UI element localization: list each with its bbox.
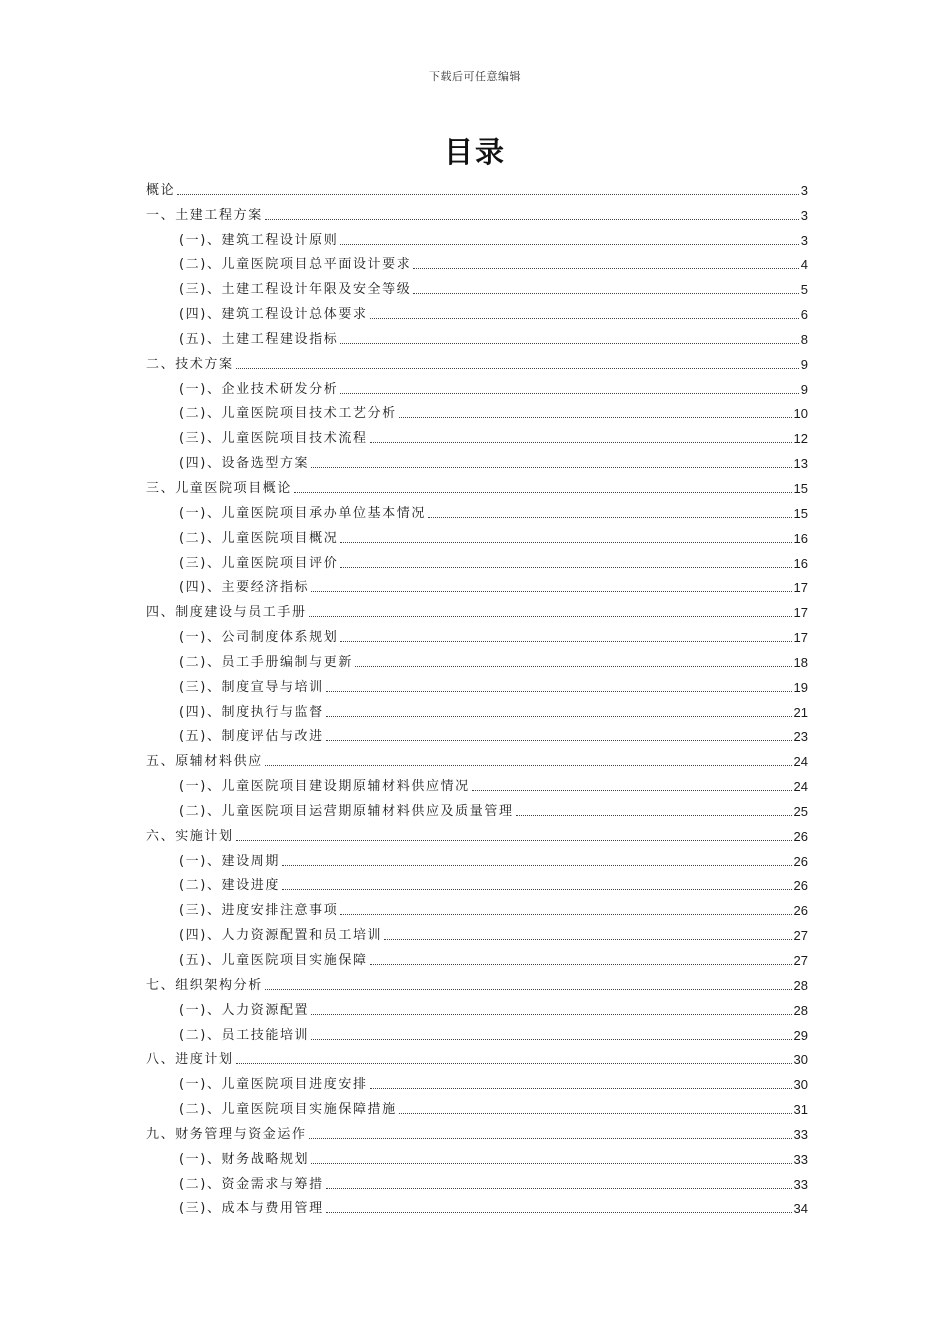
toc-entry-title: (一)、建设周期 xyxy=(179,853,280,869)
dot-leader xyxy=(309,616,792,617)
toc-section-entry[interactable] xyxy=(146,224,808,249)
toc-section-entry[interactable] xyxy=(146,1143,808,1168)
dot-leader xyxy=(311,1163,791,1164)
toc-entry-title: 九、财务管理与资金运作 xyxy=(146,1126,307,1142)
toc-page-number: 17 xyxy=(793,580,808,596)
toc-entry-title: (一)、企业技术研发分析 xyxy=(179,381,339,397)
toc-entry-title: (三)、儿童医院项目技术流程 xyxy=(179,431,368,447)
toc-entry-title: 二、技术方案 xyxy=(146,356,234,372)
dot-leader xyxy=(340,244,798,245)
toc-page-number: 28 xyxy=(793,977,808,993)
toc-page-number: 15 xyxy=(793,505,808,521)
toc-page-number: 33 xyxy=(793,1151,808,1167)
toc-section-entry[interactable] xyxy=(146,770,808,795)
toc-section-entry[interactable] xyxy=(146,398,808,423)
toc-chapter-entry[interactable] xyxy=(146,348,808,373)
toc-entry-title: (二)、儿童医院项目概况 xyxy=(179,530,339,546)
toc-chapter-entry[interactable] xyxy=(146,174,808,199)
toc-section-entry[interactable] xyxy=(146,870,808,895)
toc-page-number: 18 xyxy=(793,654,808,670)
toc-page-number: 9 xyxy=(800,356,808,372)
toc-entry-title: (四)、人力资源配置和员工培训 xyxy=(179,928,383,944)
dot-leader xyxy=(326,740,792,741)
toc-entry-title: 六、实施计划 xyxy=(146,828,234,844)
dot-leader xyxy=(340,914,791,915)
toc-page-number: 17 xyxy=(793,605,808,621)
toc-entry-title: (二)、儿童医院项目技术工艺分析 xyxy=(179,406,397,422)
toc-section-entry[interactable] xyxy=(146,994,808,1019)
dot-leader xyxy=(311,467,791,468)
toc-entry-title: (三)、制度宣导与培训 xyxy=(179,679,324,695)
dot-leader xyxy=(294,492,792,493)
toc-section-entry[interactable] xyxy=(146,572,808,597)
toc-page-number: 17 xyxy=(793,630,808,646)
dot-leader xyxy=(413,293,798,294)
dot-leader xyxy=(326,1188,792,1189)
toc-entry-title: (一)、儿童医院项目进度安排 xyxy=(179,1077,368,1093)
dot-leader xyxy=(265,989,792,990)
toc-entry-title: 五、原辅材料供应 xyxy=(146,754,263,770)
dot-leader xyxy=(399,417,792,418)
dot-leader xyxy=(428,517,792,518)
dot-leader xyxy=(340,542,791,543)
toc-entry-title: (一)、儿童医院项目承办单位基本情况 xyxy=(179,505,426,521)
dot-leader xyxy=(326,1212,792,1213)
toc-page-number: 8 xyxy=(800,331,808,347)
dot-leader xyxy=(340,567,791,568)
toc-section-entry[interactable] xyxy=(146,298,808,323)
dot-leader xyxy=(370,318,799,319)
dot-leader xyxy=(282,865,792,866)
toc-section-entry[interactable] xyxy=(146,795,808,820)
toc-page-number: 3 xyxy=(800,207,808,223)
dot-leader xyxy=(236,1063,792,1064)
toc-entry-title: 四、制度建设与员工手册 xyxy=(146,605,307,621)
toc-entry-title: (一)、公司制度体系规划 xyxy=(179,630,339,646)
toc-entry-title: (一)、人力资源配置 xyxy=(179,1002,310,1018)
toc-section-entry[interactable] xyxy=(146,646,808,671)
toc-entry-title: (二)、员工手册编制与更新 xyxy=(179,654,353,670)
toc-page-number: 16 xyxy=(793,530,808,546)
toc-page-number: 15 xyxy=(793,480,808,496)
dot-leader xyxy=(370,964,792,965)
toc-entry-title: (二)、建设进度 xyxy=(179,878,280,894)
dot-leader xyxy=(399,1113,792,1114)
toc-page-number: 27 xyxy=(793,928,808,944)
toc-section-entry[interactable] xyxy=(146,447,808,472)
toc-entry-title: (二)、资金需求与筹措 xyxy=(179,1176,324,1192)
toc-entry-title: (二)、员工技能培训 xyxy=(179,1027,310,1043)
dot-leader xyxy=(370,1088,792,1089)
toc-page-number: 13 xyxy=(793,456,808,472)
dot-leader xyxy=(311,1039,791,1040)
toc-page-number: 33 xyxy=(793,1126,808,1142)
toc-entry-title: 一、土建工程方案 xyxy=(146,207,263,223)
toc-chapter-entry[interactable] xyxy=(146,745,808,770)
toc-entry-title: (四)、建筑工程设计总体要求 xyxy=(179,307,368,323)
toc-page-number: 4 xyxy=(800,257,808,273)
toc-entry-title: (三)、儿童医院项目评价 xyxy=(179,555,339,571)
toc-entry-title: (一)、儿童医院项目建设期原辅材料供应情况 xyxy=(179,779,470,795)
table-of-contents xyxy=(146,174,808,1217)
toc-section-entry[interactable] xyxy=(146,522,808,547)
toc-entry-title: (四)、主要经济指标 xyxy=(179,580,310,596)
toc-entry-title: (二)、儿童医院项目总平面设计要求 xyxy=(179,257,412,273)
toc-section-entry[interactable] xyxy=(146,1019,808,1044)
dot-leader xyxy=(355,666,792,667)
toc-entry-title: (三)、成本与费用管理 xyxy=(179,1201,324,1217)
toc-page-number: 12 xyxy=(793,431,808,447)
page-title: 目录 xyxy=(443,135,506,169)
toc-entry-title: (二)、儿童医院项目运营期原辅材料供应及质量管理 xyxy=(179,803,514,819)
dot-leader xyxy=(326,691,792,692)
toc-page-number: 26 xyxy=(793,828,808,844)
toc-page-number: 16 xyxy=(793,555,808,571)
toc-page-number: 26 xyxy=(793,903,808,919)
toc-page-number: 29 xyxy=(793,1027,808,1043)
toc-page-number: 19 xyxy=(793,679,808,695)
toc-entry-title: (一)、建筑工程设计原则 xyxy=(179,232,339,248)
toc-page-number: 5 xyxy=(800,282,808,298)
dot-leader xyxy=(340,343,798,344)
toc-section-entry[interactable] xyxy=(146,1068,808,1093)
toc-section-entry[interactable] xyxy=(146,894,808,919)
dot-leader xyxy=(236,840,792,841)
toc-section-entry[interactable] xyxy=(146,621,808,646)
toc-chapter-entry[interactable] xyxy=(146,820,808,845)
toc-chapter-entry[interactable] xyxy=(146,596,808,621)
toc-section-entry[interactable] xyxy=(146,1193,808,1218)
dot-leader xyxy=(413,268,798,269)
dot-leader xyxy=(282,889,792,890)
toc-section-entry[interactable] xyxy=(146,273,808,298)
toc-section-entry[interactable] xyxy=(146,721,808,746)
toc-entry-title: (一)、财务战略规划 xyxy=(179,1151,310,1167)
dot-leader xyxy=(326,716,792,717)
toc-section-entry[interactable] xyxy=(146,1093,808,1118)
toc-section-entry[interactable] xyxy=(146,249,808,274)
toc-chapter-entry[interactable] xyxy=(146,1044,808,1069)
dot-leader xyxy=(516,815,792,816)
dot-leader xyxy=(340,393,798,394)
toc-entry-title: 概论 xyxy=(146,182,176,198)
toc-section-entry[interactable] xyxy=(146,696,808,721)
dot-leader xyxy=(311,1014,791,1015)
dot-leader xyxy=(265,219,799,220)
toc-entry-title: 三、儿童医院项目概论 xyxy=(146,480,293,496)
toc-page-number: 3 xyxy=(800,182,808,198)
toc-page-number: 9 xyxy=(800,381,808,397)
toc-page-number: 24 xyxy=(793,754,808,770)
toc-entry-title: (三)、进度安排注意事项 xyxy=(179,903,339,919)
toc-page-number: 27 xyxy=(793,953,808,968)
toc-entry-title: 八、进度计划 xyxy=(146,1052,234,1068)
toc-entry-title: (二)、儿童医院项目实施保障措施 xyxy=(179,1102,397,1118)
dot-leader xyxy=(384,939,791,940)
toc-page-number: 30 xyxy=(793,1077,808,1093)
toc-page-number: 10 xyxy=(793,406,808,422)
toc-section-entry[interactable] xyxy=(146,373,808,398)
toc-section-entry[interactable] xyxy=(146,323,808,348)
toc-section-entry[interactable] xyxy=(146,919,808,944)
toc-page-number: 31 xyxy=(793,1102,808,1118)
dot-leader xyxy=(311,591,791,592)
dot-leader xyxy=(370,442,792,443)
toc-page-number: 33 xyxy=(793,1176,808,1192)
toc-chapter-entry[interactable] xyxy=(146,969,808,994)
toc-page-number: 34 xyxy=(793,1201,808,1217)
toc-entry-title: (四)、制度执行与监督 xyxy=(179,704,324,720)
toc-section-entry[interactable] xyxy=(146,671,808,696)
header-note: 下载后可任意编辑 xyxy=(429,70,521,83)
dot-leader xyxy=(265,765,792,766)
toc-section-entry[interactable] xyxy=(146,497,808,522)
toc-page-number: 24 xyxy=(793,779,808,795)
toc-page-number: 30 xyxy=(793,1052,808,1068)
toc-page-number: 26 xyxy=(793,853,808,869)
toc-entry-title: 七、组织架构分析 xyxy=(146,977,263,993)
toc-section-entry[interactable] xyxy=(146,422,808,447)
toc-page-number: 23 xyxy=(793,729,808,745)
toc-page-number: 28 xyxy=(793,1002,808,1018)
dot-leader xyxy=(177,194,799,195)
toc-chapter-entry[interactable] xyxy=(146,472,808,497)
toc-chapter-entry[interactable] xyxy=(146,1118,808,1143)
toc-page-number: 6 xyxy=(800,307,808,323)
toc-section-entry[interactable] xyxy=(146,1168,808,1193)
toc-section-entry[interactable] xyxy=(146,547,808,572)
toc-page-number: 25 xyxy=(793,803,808,819)
toc-page-number: 21 xyxy=(793,704,808,720)
toc-entry-title: (五)、儿童医院项目实施保障 xyxy=(179,953,368,968)
toc-chapter-entry[interactable] xyxy=(146,199,808,224)
toc-section-entry[interactable] xyxy=(146,845,808,870)
toc-page-number: 3 xyxy=(800,232,808,248)
toc-entry-title: (三)、土建工程设计年限及安全等级 xyxy=(179,282,412,298)
toc-entry-title: (四)、设备选型方案 xyxy=(179,456,310,472)
toc-entry-title: (五)、土建工程建设指标 xyxy=(179,331,339,347)
toc-page-number: 26 xyxy=(793,878,808,894)
toc-section-entry[interactable] xyxy=(146,944,808,969)
dot-leader xyxy=(236,368,799,369)
dot-leader xyxy=(309,1138,792,1139)
dot-leader xyxy=(340,641,791,642)
dot-leader xyxy=(472,790,792,791)
toc-entry-title: (五)、制度评估与改进 xyxy=(179,729,324,745)
